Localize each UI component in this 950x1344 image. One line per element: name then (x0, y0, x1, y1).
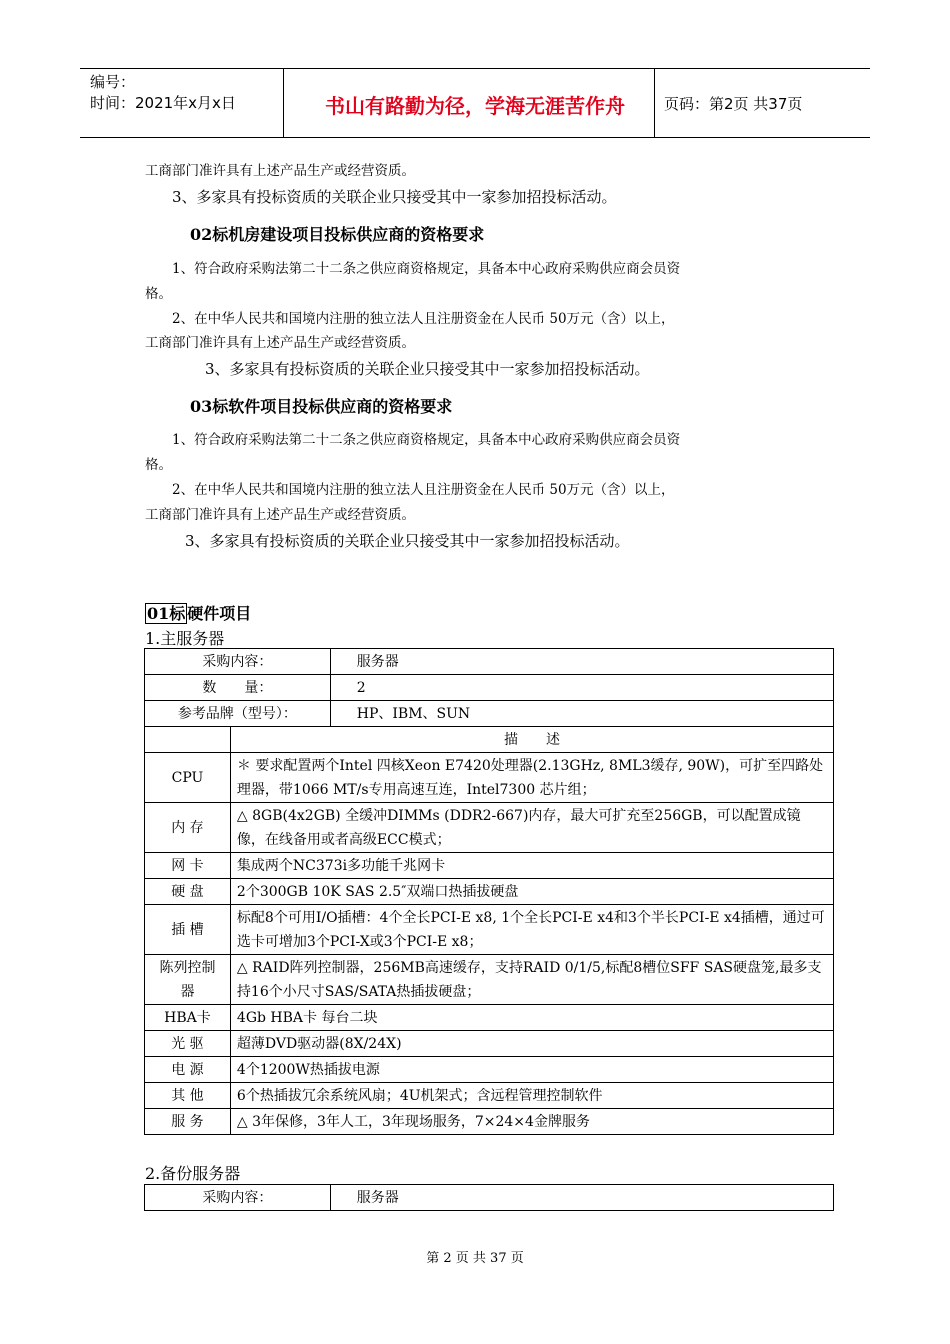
hardware-title (145, 601, 251, 624)
backup-server-table (144, 1184, 834, 1211)
page-footer: 第 2 页 共 37 页 (426, 1251, 524, 1266)
spec-text: ＊ 要求配置两个Intel 四核Xeon E7420处理器(2.13GHz, 8ML3缓存, 90W)，可扩至四路处理器，带1066 MT/s专用高速互连，Intel7300 芯片组； (230, 753, 833, 803)
spec-label: 光 驱 (145, 1031, 231, 1057)
spec-label: 陈列控制器 (145, 955, 231, 1005)
table-row (145, 905, 834, 955)
spec-label: 硬 盘 (145, 879, 231, 905)
table-row (145, 1031, 834, 1057)
table-row (145, 803, 834, 853)
table-row (145, 1005, 834, 1031)
spec-text: 标配8个可用I/O插槽：4个全长PCI-E x8, 1个全长PCI-E x4和3个半长PCI-E x4插槽，通过可选卡可增加3个PCI-X或3个PCI-E x8； (230, 905, 833, 955)
hardware-title-text: 硬件项目 (187, 604, 252, 623)
spec-text: △ RAID阵列控制器，256MB高速缓存，支持RAID 0/1/5,标配8槽位SFF SAS硬盘笼,最多支持16个小尺寸SAS/SATA热插拔硬盘； (230, 955, 833, 1005)
hardware-title-tag: 01标 (147, 604, 186, 623)
brand-value: HP、IBM、SUN (330, 701, 833, 727)
main-server-table (144, 648, 834, 1135)
table-row (145, 675, 834, 701)
paragraph: 2、在中华人民共和国境内注册的独立法人且注册资金在人民币 50万元（含）以上， (172, 311, 675, 327)
table-cell (145, 727, 231, 753)
content-label: 采购内容： (145, 1185, 331, 1211)
table-row (145, 1083, 834, 1109)
spec-text: 集成两个NC373i多功能千兆网卡 (230, 853, 833, 879)
main-server-heading: 1.主服务器 (145, 629, 225, 648)
spec-text: 2个300GB 10K SAS 2.5″双端口热插拔硬盘 (230, 879, 833, 905)
paragraph: 工商部门准许具有上述产品生产或经营资质。 (145, 507, 415, 523)
header-divider (654, 68, 655, 137)
backup-server-heading: 2.备份服务器 (145, 1164, 241, 1183)
spec-label: 网 卡 (145, 853, 231, 879)
header-divider (283, 68, 284, 137)
paragraph: 工商部门准许具有上述产品生产或经营资质。 (145, 335, 415, 351)
table-row (145, 955, 834, 1005)
paragraph: 工商部门准许具有上述产品生产或经营资质。 (145, 163, 415, 179)
spec-label: 电 源 (145, 1057, 231, 1083)
spec-text: 超薄DVD驱动器(8X/24X) (230, 1031, 833, 1057)
table-row (145, 1185, 834, 1211)
date-label: 时间：2021年x月x日 (90, 94, 236, 112)
spec-text: △ 8GB(4x2GB) 全缓冲DIMMs (DDR2-667)内存，最大可扩充至256GB，可以配置成镜像，在线备用或者高级ECC模式； (230, 803, 833, 853)
header-meta (90, 72, 236, 114)
header-page-number: 页码：第2页 共37页 (664, 95, 803, 113)
quantity-value: 2 (330, 675, 833, 701)
content-value: 服务器 (330, 1185, 833, 1211)
serial-label: 编号： (90, 73, 136, 91)
paragraph: 2、在中华人民共和国境内注册的独立法人且注册资金在人民币 50万元（含）以上， (172, 482, 675, 498)
paragraph: 1、符合政府采购法第二十二条之供应商资格规定，具备本中心政府采购供应商会员资 (172, 261, 681, 277)
table-row (145, 879, 834, 905)
spec-label: 其 他 (145, 1083, 231, 1109)
paragraph: 1、符合政府采购法第二十二条之供应商资格规定，具备本中心政府采购供应商会员资 (172, 432, 681, 448)
table-row (145, 727, 834, 753)
spec-text: △ 3年保修，3年人工，3年现场服务，7×24×4金牌服务 (230, 1109, 833, 1135)
brand-label: 参考品牌（型号）： (145, 701, 331, 727)
paragraph: 格。 (145, 286, 172, 302)
table-row (145, 1109, 834, 1135)
content-label: 采购内容： (145, 649, 331, 675)
paragraph: 格。 (145, 457, 172, 473)
description-header: 描 述 (230, 727, 833, 753)
spec-label: 服 务 (145, 1109, 231, 1135)
content-value: 服务器 (330, 649, 833, 675)
quantity-label: 数 量： (145, 675, 331, 701)
paragraph: 3、多家具有投标资质的关联企业只接受其中一家参加招投标活动。 (172, 188, 617, 206)
table-row (145, 701, 834, 727)
table-row (145, 753, 834, 803)
header-motto: 书山有路勤为径，学海无涯苦作舟 (325, 94, 625, 118)
spec-text: 4个1200W热插拔电源 (230, 1057, 833, 1083)
section-title: 03标软件项目投标供应商的资格要求 (190, 397, 453, 416)
spec-label: 插 槽 (145, 905, 231, 955)
table-row (145, 1057, 834, 1083)
spec-label: HBA卡 (145, 1005, 231, 1031)
paragraph: 3、多家具有投标资质的关联企业只接受其中一家参加招投标活动。 (185, 532, 630, 550)
spec-text: 6个热插拔冗余系统风扇；4U机架式；含远程管理控制软件 (230, 1083, 833, 1109)
table-row (145, 649, 834, 675)
paragraph: 3、多家具有投标资质的关联企业只接受其中一家参加招投标活动。 (205, 360, 650, 378)
spec-label: CPU (145, 753, 231, 803)
table-row (145, 853, 834, 879)
section-title: 02标机房建设项目投标供应商的资格要求 (190, 225, 485, 244)
spec-label: 内 存 (145, 803, 231, 853)
spec-text: 4Gb HBA卡 每台二块 (230, 1005, 833, 1031)
